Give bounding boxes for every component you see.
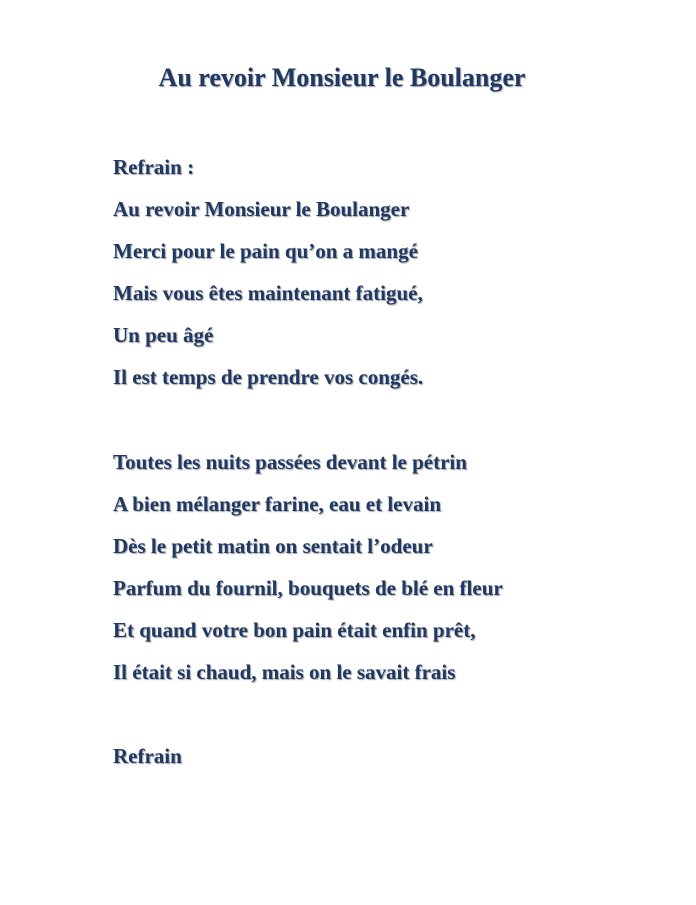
refrain-stanza (113, 154, 423, 406)
verse-line: Dès le petit matin on sentait l’odeur (113, 534, 433, 558)
verse-line: Il était si chaud, mais on le savait frais (113, 660, 456, 684)
closing-refrain-label: Refrain (113, 744, 182, 768)
closing-stanza (113, 743, 182, 785)
verse-stanza (113, 449, 503, 701)
refrain-line: Mais vous êtes maintenant fatigué, (113, 281, 423, 305)
refrain-line: Merci pour le pain qu’on a mangé (113, 239, 418, 263)
refrain-line: Un peu âgé (113, 323, 214, 347)
verse-line: Parfum du fournil, bouquets de blé en fleur (113, 576, 503, 600)
verse-line: A bien mélanger farine, eau et levain (113, 492, 441, 516)
page-title: Au revoir Monsieur le Boulanger (158, 63, 526, 92)
verse-line: Et quand votre bon pain était enfin prêt, (113, 618, 476, 642)
refrain-line: Au revoir Monsieur le Boulanger (113, 197, 410, 221)
refrain-heading: Refrain : (113, 155, 195, 179)
verse-line: Toutes les nuits passées devant le pétrin (113, 450, 467, 474)
refrain-line: Il est temps de prendre vos congés. (113, 365, 424, 389)
